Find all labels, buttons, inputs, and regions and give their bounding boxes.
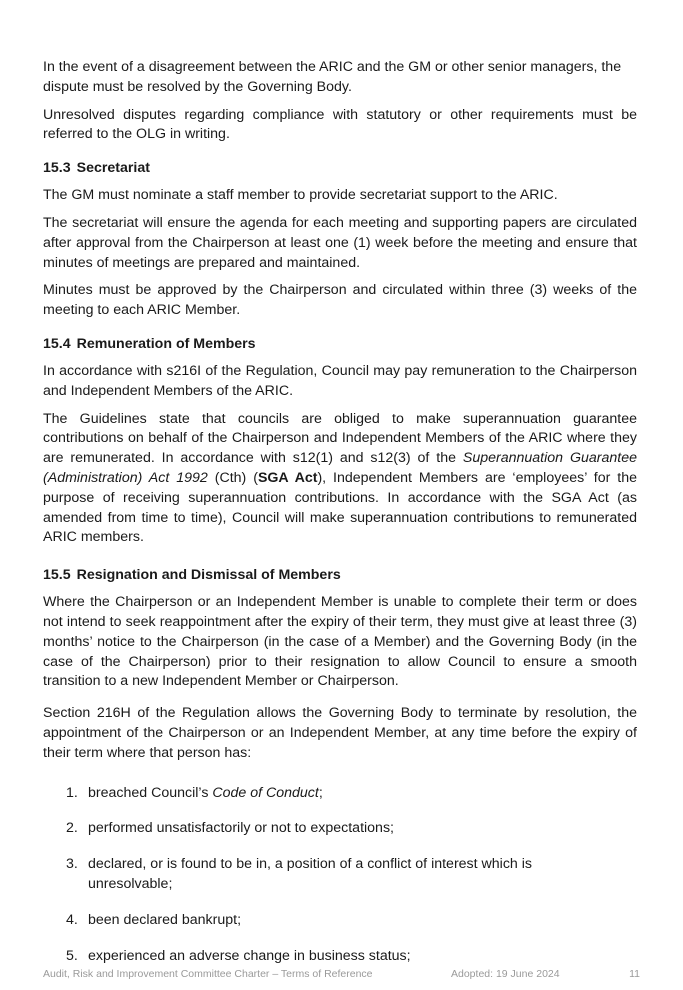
text-run: declared, or is found to be in, a position of a conflict of interest which is unresolvable; bbox=[88, 856, 532, 892]
paragraph: Unresolved disputes regarding compliance with statutory or other requirements must be referred to the OLG in writing. bbox=[43, 106, 637, 143]
section-title: Resignation and Dismissal of Members bbox=[76, 567, 341, 584]
paragraph: Section 216H of the Regulation allows the Governing Body to terminate by resolution, the appointment of the Chairperson or an Independent Member, at any time before the expiry of their term where that person has: bbox=[43, 705, 637, 761]
section-number: 15.5 bbox=[43, 567, 71, 584]
list-item bbox=[43, 947, 637, 967]
code-title: Code of Conduct bbox=[212, 784, 319, 801]
paragraph: In accordance with s216I of the Regulation, Council may pay remuneration to the Chairperson and Independent Members of the ARIC. bbox=[43, 362, 637, 399]
act-title: Superannuation Guarantee (Administration) Act 1992 bbox=[43, 450, 637, 486]
list-item bbox=[43, 855, 637, 895]
text-run: experienced an adverse change in business status; bbox=[88, 947, 411, 964]
text-run: The Guidelines state that councils are obliged to make superannuation guarantee contributions on behalf of the Chairperson and Independent Members of the ARIC where they are remunerated. In accordance with s12(1) and s12(3) of the bbox=[43, 410, 637, 467]
text-run: breached Council’s bbox=[88, 784, 213, 801]
text-run: been declared bankrupt; bbox=[88, 911, 242, 928]
list-item bbox=[43, 819, 637, 839]
list-number: 5. bbox=[66, 947, 78, 964]
page-number: 11 bbox=[629, 968, 640, 980]
paragraph-sga bbox=[43, 410, 637, 549]
paragraph: In the event of a disagreement between the ARIC and the GM or other senior managers, the dispute must be resolved by the Governing Body. bbox=[43, 59, 622, 95]
defined-term: SGA Act bbox=[257, 469, 318, 486]
section-number: 15.3 bbox=[43, 160, 71, 177]
text-run: ; bbox=[318, 784, 323, 801]
termination-grounds-list bbox=[43, 784, 637, 967]
section-heading-15-5 bbox=[43, 566, 637, 585]
list-number: 2. bbox=[66, 820, 78, 837]
section-title: Remuneration of Members bbox=[76, 335, 256, 352]
text-run: ), Independent Members are ‘employees’ for the purpose of receiving superannuation contributions. In accordance with the SGA Act (as amended from time to time), Council will make superannuation contributions to remunerated ARIC members. bbox=[43, 469, 637, 546]
paragraph: Where the Chairperson or an Independent Member is unable to complete their term or does not intend to seek reappointment after the expiry of their term, they must give at least three (3) months’ notice to the Chairperson (in the case of a Member) and the Governing Body (in the case of the Chairperson) prior to their resignation to allow Council to ensure a smooth transition to a new Independent Member or Chairperson. bbox=[43, 594, 637, 690]
paragraph: Minutes must be approved by the Chairperson and circulated within three (3) weeks of the meeting to each ARIC Member. bbox=[43, 282, 637, 319]
list-number: 1. bbox=[66, 784, 78, 801]
section-title: Secretariat bbox=[76, 160, 150, 177]
paragraph: The GM must nominate a staff member to provide secretariat support to the ARIC. bbox=[43, 187, 558, 204]
document-page bbox=[43, 58, 637, 982]
section-number: 15.4 bbox=[43, 335, 71, 352]
list-number: 3. bbox=[66, 856, 78, 873]
paragraph: The secretariat will ensure the agenda for each meeting and supporting papers are circulated after approval from the Chairperson at least one (1) week before the meeting and ensure that minutes of meetings are prepared and maintained. bbox=[43, 214, 637, 271]
section-heading-15-3 bbox=[43, 159, 637, 178]
footer-adopted-date: Adopted: 19 June 2024 bbox=[451, 968, 560, 980]
text-run: (Cth) ( bbox=[207, 469, 258, 486]
list-number: 4. bbox=[66, 911, 78, 928]
text-run: performed unsatisfactorily or not to expectations; bbox=[88, 820, 394, 837]
footer-title: Audit, Risk and Improvement Committee Charter – Terms of Reference bbox=[43, 968, 373, 980]
list-item bbox=[43, 784, 637, 804]
list-item bbox=[43, 911, 637, 931]
section-heading-15-4 bbox=[43, 335, 637, 354]
